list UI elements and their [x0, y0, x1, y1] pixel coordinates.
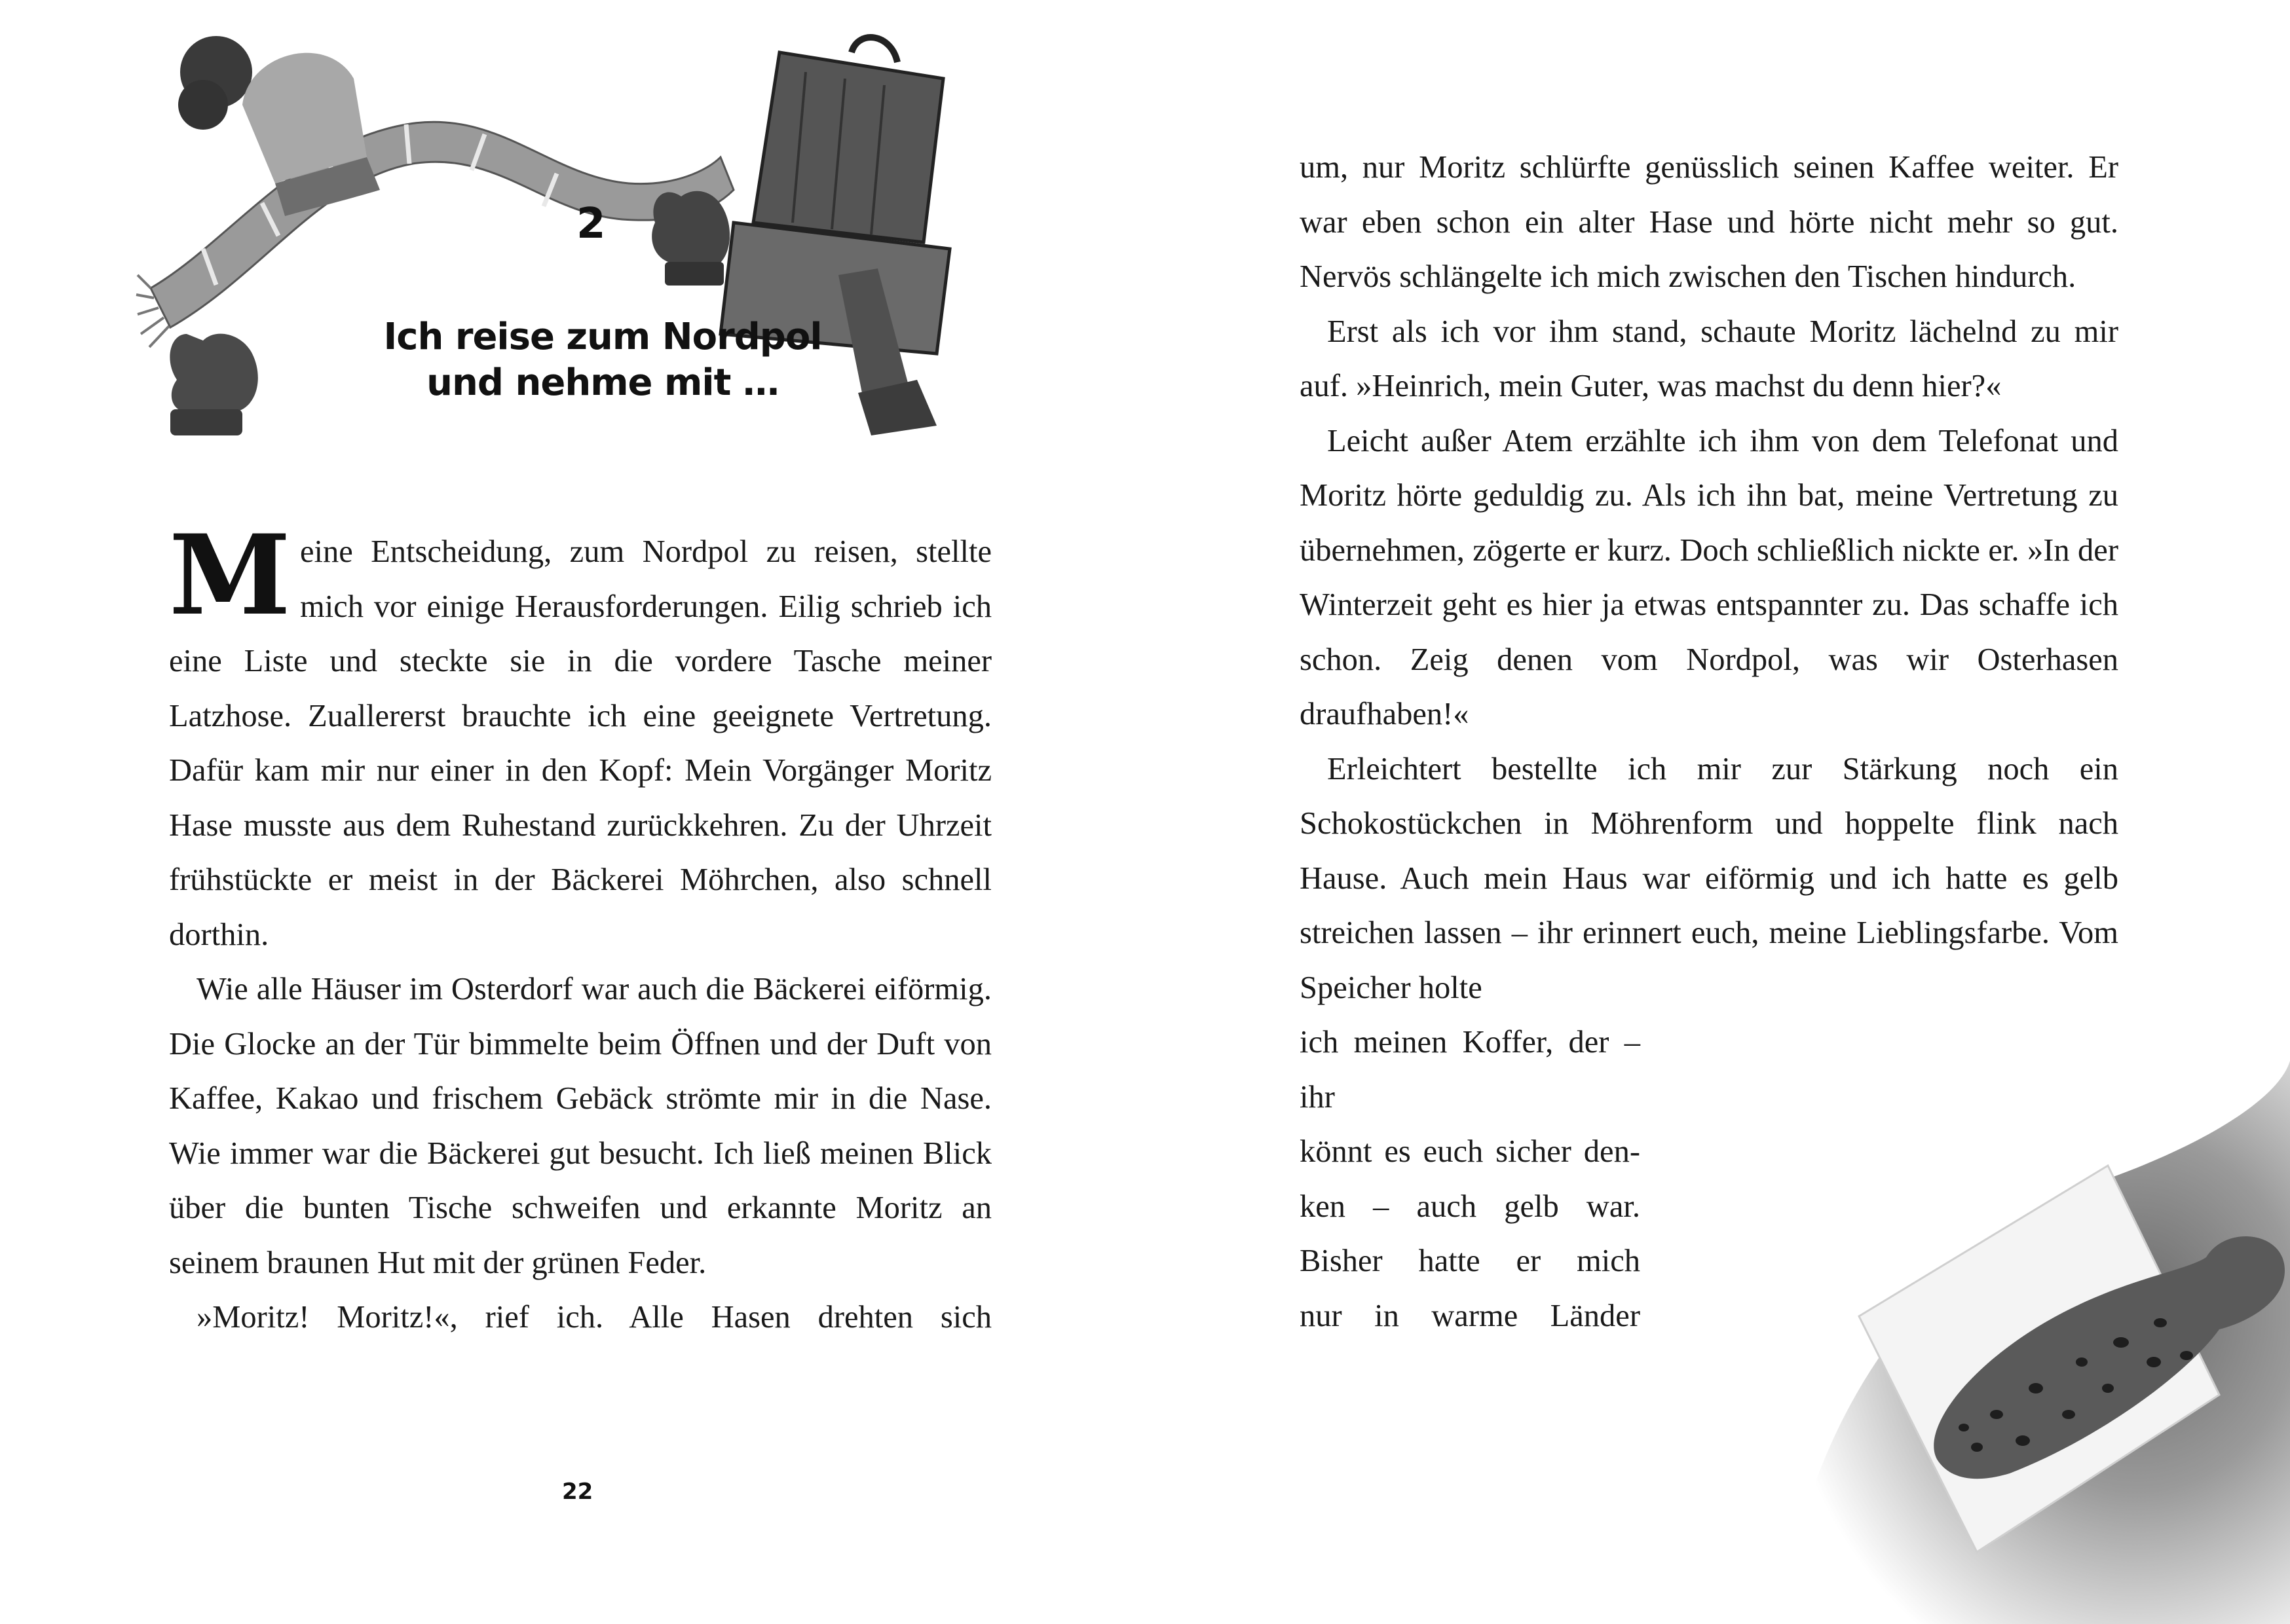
chapter-number: 2	[576, 200, 606, 248]
paragraph: Wie alle Häuser im Osterdorf war auch die Bäckerei eiförmig. Die Glocke an der Tür bimmelte beim Öffnen und der Duft von Kaffee, Kakao und frischem Gebäck strömte mir in die Nase. Wie immer war die Bäckerei gut besucht. Ich ließ meinen Blick über die bunten Tische schweifen und erkannte Moritz an seinem braunen Hut mit der grünen Feder.	[169, 972, 992, 1280]
page-number: 22	[562, 1479, 593, 1505]
paragraph	[169, 510, 992, 962]
chapter-title-line-1: Ich reise zum Nordpol	[383, 316, 822, 358]
narrow-line: nur in warme Länder	[1300, 1298, 1640, 1333]
right-body-text	[1300, 140, 2118, 1343]
narrow-line: Vom Speicher holte	[1300, 915, 2118, 1005]
narrow-line: könnt es euch sicher den-	[1300, 1134, 1640, 1169]
right-page	[1145, 0, 2290, 1624]
paragraph-text: Erleichtert bestellte ich mir zur Stärkung noch ein Schokostückchen in Möhrenform und hoppelte flink nach Hause. Auch mein Haus war eiförmig und ich hatte es gelb streichen lassen – ihr erinnert euch, meine Lieblingsfarbe.	[1300, 751, 2118, 950]
narrow-line: ich meinen Koffer, der – ihr	[1300, 1025, 1640, 1115]
paragraph: »Moritz! Moritz!«, rief ich. Alle Hasen drehten sich	[197, 1300, 992, 1335]
drop-cap: M	[169, 510, 291, 640]
left-body-text	[169, 510, 992, 1345]
narrow-line: Bisher hatte er mich	[1300, 1244, 1640, 1278]
narrow-line: ken – auch gelb war.	[1300, 1189, 1640, 1224]
paragraph: um, nur Moritz schlürfte genüsslich seinen Kaffee weiter. Er war eben schon ein alter Hase und hörte nicht mehr so gut. Nervös schlängelte ich mich zwischen den Tischen hindurch.	[1300, 150, 2118, 294]
paragraph: Erst als ich vor ihm stand, schaute Moritz lächelnd zu mir auf. »Heinrich, mein Guter, was machst du denn hier?«	[1300, 314, 2118, 403]
paragraph-text: eine Entscheidung, zum Nordpol zu reisen, stellte mich vor einige Herausforderungen. Eilig schrieb ich eine Liste und steckte sie in die vordere Tasche meiner Latzhose. Zuallererst brauchte ich eine geeignete Vertretung. Dafür kam mir nur einer in den Kopf: Mein Vorgänger Moritz Hase musste aus dem Ruhestand zurückkehren. Zu der Uhrzeit frühstückte er meist in der Bäckerei Möhrchen, also schnell dorthin.	[169, 534, 992, 952]
paragraph: Leicht außer Atem erzählte ich ihm von dem Telefonat und Moritz hörte geduldig zu. Als ich ihn bat, meine Vertretung zu übernehmen, zögerte er kurz. Doch schließlich nickte er. »In der Winterzeit geht es hier ja etwas entspannter zu. Das schaffe ich schon. Zeig denen vom Nordpol, was wir Osterhasen draufhaben!«	[1300, 423, 2118, 731]
paragraph	[1300, 742, 2118, 1016]
narrow-text-block	[1300, 1015, 1640, 1343]
chapter-title	[354, 314, 852, 406]
chapter-title-line-2: und nehme mit …	[426, 361, 779, 404]
